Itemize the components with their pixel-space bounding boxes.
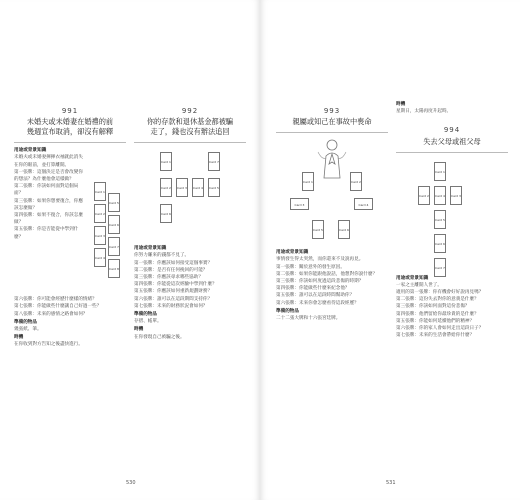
timing-heading: 時機 bbox=[14, 335, 24, 341]
card-position: Card 2 bbox=[94, 204, 106, 223]
card-position: Card 4 bbox=[434, 186, 446, 205]
spread-number: 991 bbox=[61, 107, 79, 115]
card-position: Card 5 bbox=[208, 178, 220, 197]
prep-heading: 準備的物品 bbox=[276, 308, 299, 314]
spread-title: 親屬或知己在事故中喪命 bbox=[292, 117, 372, 127]
page-number-left: 530 bbox=[126, 480, 136, 486]
spread-994: 時機 星期日，太陽再度升起時。 994 失去父母或祖父母 Card 1 Card 2 Card 3 Card 4 Card 5 Card 6 Card 7 用途或背景知識 一家之主離開人世了。 適用的第一張牌：你有機會好好說再見嗎？ 第二張牌：這份失去對你的意義是什麼？ 第三張牌：你該如何面對這份悲傷？ 第四張牌：他們留給你最珍貴的是什麼？ 第五張牌：你能如何延續他們的精神？ 第六張牌：你的家人會如何走出這段日子？ 第七張牌：未來的生活會帶給你什麼？ bbox=[396, 100, 508, 339]
prep-heading: 準備的物品 bbox=[134, 312, 157, 318]
card-position: Card 1 bbox=[94, 182, 106, 201]
card-position: Card 7 bbox=[434, 258, 446, 277]
praying-figure-icon bbox=[316, 138, 348, 180]
timing-heading: 時機 bbox=[134, 327, 144, 333]
spread-992: 992 你的存款和退休基金都被騙 走了，錢也沒有辦法追回 Card 1 Card 2 Card 3 Card 4 Card 5 Card 6 Card 7 用途或背景知識 你努力賺來的錢都不見了。 第一張牌：你應該如何接受這個事實？ 第二張牌：是否有任何挽回的可能？ 第三張牌：你應該尋求哪些協助？ 第四張牌：你能從這次經驗中學到什麼？ 第五張牌：你應該如何重新規劃財務？ 第六張牌：誰可以在這段期間支持你？ 第七張牌：未來的財務狀況會如何？ 準備的物品 存摺、帳單。 時機 在你發現自己被騙之後。 bbox=[134, 108, 246, 341]
card-position: Card 1 bbox=[302, 172, 314, 191]
card-position: Card 4 bbox=[354, 198, 373, 210]
card-layout-diagram bbox=[396, 156, 508, 274]
divider bbox=[134, 142, 246, 143]
card-position: Card 3 bbox=[290, 198, 309, 210]
card-position: Card 7 bbox=[108, 237, 120, 256]
divider bbox=[14, 142, 126, 143]
card-layout-diagram bbox=[276, 136, 388, 248]
divider bbox=[396, 152, 508, 153]
page-number-right: 531 bbox=[386, 480, 396, 486]
section-heading: 用途或背景知識 bbox=[276, 250, 309, 256]
spread-title: 失去父母或祖父母 bbox=[423, 136, 481, 146]
timing-heading: 時機 bbox=[396, 102, 406, 107]
card-position: Card 3 bbox=[450, 186, 462, 205]
spread-number: 994 bbox=[443, 126, 461, 135]
spread-991: 991 未婚夫或未婚妻在婚禮的前 幾週宣布取消，卻沒有解釋 用途或背景知識 未婚夫或未婚妻揮揮衣袖就此消失在你的眼前，並打算離開。 第一張牌：這個決定是否會改變你的想法？為什麼他會這樣做？ 第二張牌：你該如何面對這個局面？ 第三張牌：如果你想要復合，你應該怎麼做？ 第四張牌：如果不復合，你該怎麼做？ 第五張牌：你是否能從中學到什麼？ Card 1 Card 2 Card 3 Card 4 Card 5 Card 6 Card 7 Card 8 第六張牌：你可能會經歷什麼樣的情緒？ 第七張牌：你能做些什麼讓自己好過一些？ 第八張牌：未來的感情之路會如何？ 準備的物品 幾張紙、筆。 時機 在你收到對方告知之後盡快進行。 bbox=[14, 108, 126, 349]
section-heading: 用途或背景知識 bbox=[14, 148, 47, 154]
card-position: Card 2 bbox=[350, 172, 362, 191]
card-position: Card 5 bbox=[434, 210, 446, 229]
section-heading: 用途或背景知識 bbox=[134, 246, 167, 252]
card-position: Card 1 bbox=[434, 162, 446, 181]
card-position: Card 2 bbox=[418, 186, 430, 205]
spread-993: 993 親屬或知己在事故中喪命 Card 1 Card 2 Card 3 Card 4 Card 5 Card 6 用途或背景知識 事情發生得太突然，而你還來不及說再見。 第一張牌：關於意外的發生原因。 第二張牌：如果你能跟他說話，他想對你說什麼？ 第三張牌：你該如何度過這段悲傷的時期？ 第四張牌：你能做些什麼來紀念他？ 第五張牌：誰可以在這段時間幫助你？ 第六張牌：未來你會怎麼看待這段經歷？ 準備的物品 二十二張大牌和十六張宮廷牌。 bbox=[276, 108, 388, 322]
spread-number: 992 bbox=[181, 107, 199, 115]
card-layout-diagram bbox=[134, 146, 246, 244]
card-position: Card 6 bbox=[434, 234, 446, 253]
card-position: Card 6 bbox=[160, 204, 172, 223]
spread-number: 993 bbox=[323, 107, 341, 115]
card-position: Card 8 bbox=[108, 259, 120, 278]
divider bbox=[276, 132, 388, 133]
right-page bbox=[260, 0, 520, 500]
card-position: Card 3 bbox=[94, 226, 106, 245]
card-position: Card 6 bbox=[108, 215, 120, 234]
card-position: Card 1 bbox=[160, 152, 172, 171]
card-position: Card 3 bbox=[176, 178, 188, 197]
card-position: Card 4 bbox=[192, 178, 204, 197]
card-position: Card 6 bbox=[338, 220, 350, 239]
card-position: Card 5 bbox=[108, 193, 120, 212]
card-position: Card 2 bbox=[160, 178, 172, 197]
card-position: Card 4 bbox=[94, 248, 106, 267]
spread-title: 未婚夫或未婚妻在婚禮的前 幾週宣布取消，卻沒有解釋 bbox=[26, 117, 114, 137]
card-position: Card 7 bbox=[208, 152, 220, 171]
section-heading: 用途或背景知識 bbox=[396, 275, 429, 281]
card-position: Card 5 bbox=[312, 220, 324, 239]
prep-heading: 準備的物品 bbox=[14, 319, 37, 325]
spread-title: 你的存款和退休基金都被騙 走了，錢也沒有辦法追回 bbox=[146, 117, 234, 137]
card-layout-diagram bbox=[90, 146, 126, 296]
